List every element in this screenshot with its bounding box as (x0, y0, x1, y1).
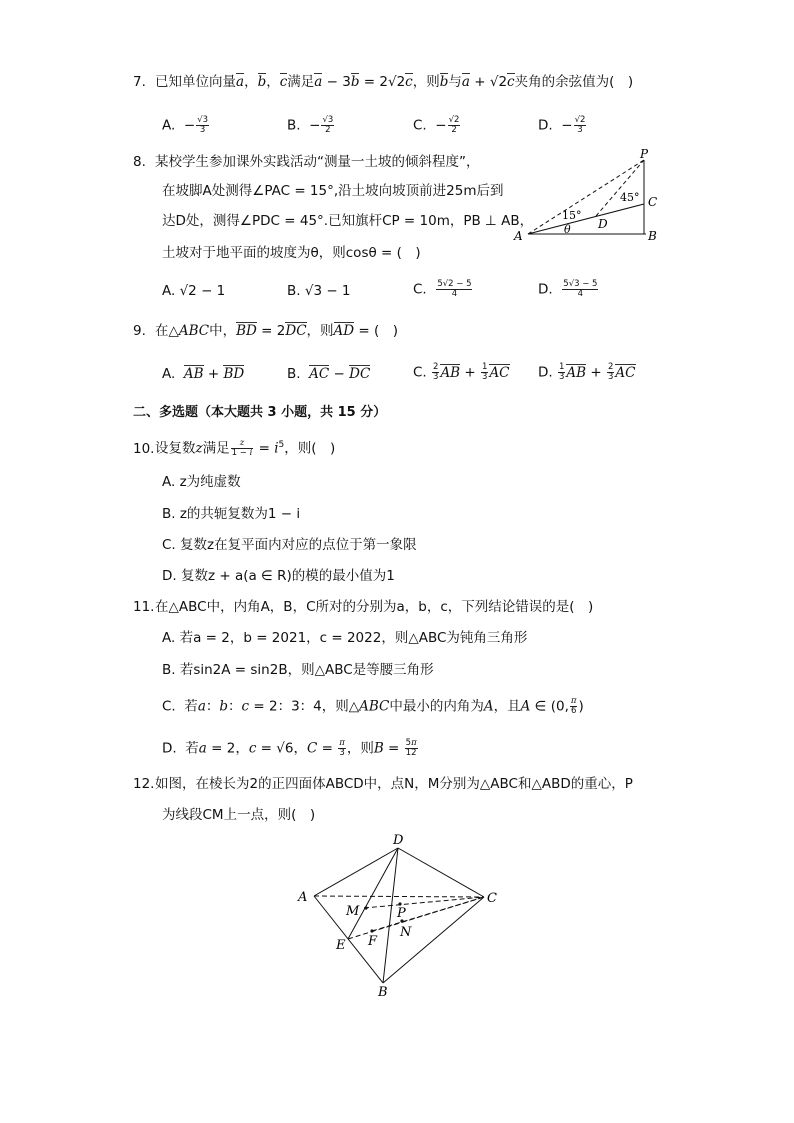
q12-line-2: 为线段CM上一点，则( ) (162, 807, 316, 823)
q7-option-d: D. − $\frac{√2}{3}$ (538, 115, 586, 135)
q7-option-c: C. − $\frac{√2}{2}$ (413, 115, 460, 135)
q8-line-1: 8. 某校学生参加课外实践活动“测量一土坡的倾斜程度”， (133, 154, 480, 170)
q8-line-3: 达D处，测得∠PDC = 45°.已知旗杆CP = 10m，PB ⊥ AB， (162, 213, 534, 229)
point-M (364, 906, 367, 909)
label-15deg: 15° (562, 209, 582, 222)
q11-option-c: C. 若a：b：c = 2：3：4，则△ABC中最小的内角为A，且A ∈ (0, $\frac{\pi}{6}$ ) (162, 696, 584, 716)
q11-option-b: B. 若sin2A = sin2B，则△ABC是等腰三角形 (162, 662, 434, 678)
point-F (370, 929, 373, 932)
q8-option-b: B. √3 − 1 (287, 283, 351, 299)
q11-option-a: A. 若a = 2，b = 2021，c = 2022，则△ABC为钝角三角形 (162, 630, 528, 646)
q8-option-c: C. $\frac{5√2 - 5}{4}$ (413, 279, 472, 299)
section-multiple-choice-header: 二、多选题（本大题共 3 小题，共 15 分） (133, 405, 387, 420)
edge-DA (314, 848, 398, 896)
label-B: B (648, 229, 657, 243)
label-P: P (397, 906, 406, 921)
label-D: D (393, 833, 404, 848)
line-AC (528, 204, 644, 234)
q9-option-d: D. $\frac{1}{3}$ AB + $\frac{2}{3}$ AC (538, 362, 636, 382)
q9-option-c: C. $\frac{2}{3}$ AB + $\frac{1}{3}$ AC (413, 362, 510, 382)
q12-line-1: 12.如图，在棱长为2的正四面体ABCD中，点N，M分别为△ABC和△ABD的重心，P (133, 776, 633, 792)
q8-line-4: 土坡对于地平面的坡度为θ，则cosθ = ( ) (162, 245, 421, 261)
q8-option-a: A. √2 − 1 (162, 283, 226, 299)
label-A: A (514, 229, 523, 243)
label-F: F (368, 934, 378, 949)
q12-tetrahedron-figure (290, 828, 510, 1003)
label-N: N (400, 925, 412, 940)
label-C: C (648, 195, 658, 209)
q10-option-c: C. 复数z在复平面内对应的点位于第一象限 (162, 537, 417, 553)
q8-option-d: D. $\frac{5√3 - 5}{4}$ (538, 279, 598, 299)
edge-AC (314, 896, 484, 897)
q7-option-a: A. − $\frac{√3}{3}$ (162, 115, 209, 135)
q9-option-a: A. AB + BD (162, 366, 245, 382)
line-DP (596, 160, 644, 216)
label-C: C (487, 891, 497, 906)
label-B: B (378, 985, 388, 1000)
q10-option-b: B. z的共轭复数为1 − i (162, 506, 301, 522)
q7-option-b: B. − $\frac{√3}{2}$ (287, 115, 334, 135)
q10-option-a: A. z为纯虚数 (162, 474, 241, 490)
q7-stem: 7. 已知单位向量a，b，c满足a − 3b = 2√2c，则b与a + √2c夹角的余弦值为( ) (133, 74, 634, 90)
q8-line-2: 在坡脚A处测得∠PAC = 15°,沿土坡向坡顶前进25m后到 (162, 183, 504, 199)
q9-option-b: B. AC − DC (287, 366, 371, 382)
q10-option-d: D. 复数z + a(a ∈ R)的模的最小值为1 (162, 568, 395, 584)
label-P: P (640, 148, 649, 161)
label-theta: θ (564, 223, 571, 236)
label-E: E (336, 938, 346, 953)
edge-DB (383, 848, 398, 983)
q9-stem: 9. 在△ABC中，BD = 2DC，则AD = ( ) (133, 323, 399, 339)
q11-stem: 11.在△ABC中，内角A，B，C所对的分别为a，b，c，下列结论错误的是( ) (133, 599, 594, 615)
label-45deg: 45° (620, 191, 640, 204)
q10-stem: 10.设复数z满足 $\frac{z}{1 - i}$ = $i^5$，则( ) (133, 438, 336, 458)
edge-DC (398, 848, 484, 897)
label-D: D (598, 217, 608, 231)
q8-slope-figure (508, 148, 668, 248)
q11-option-d: D. 若a = 2，c = √6，C = $\frac{\pi}{3}$ ，则B = $\frac{5\pi}{12}$ (162, 738, 417, 758)
label-A: A (298, 890, 308, 905)
label-M: M (346, 904, 360, 919)
